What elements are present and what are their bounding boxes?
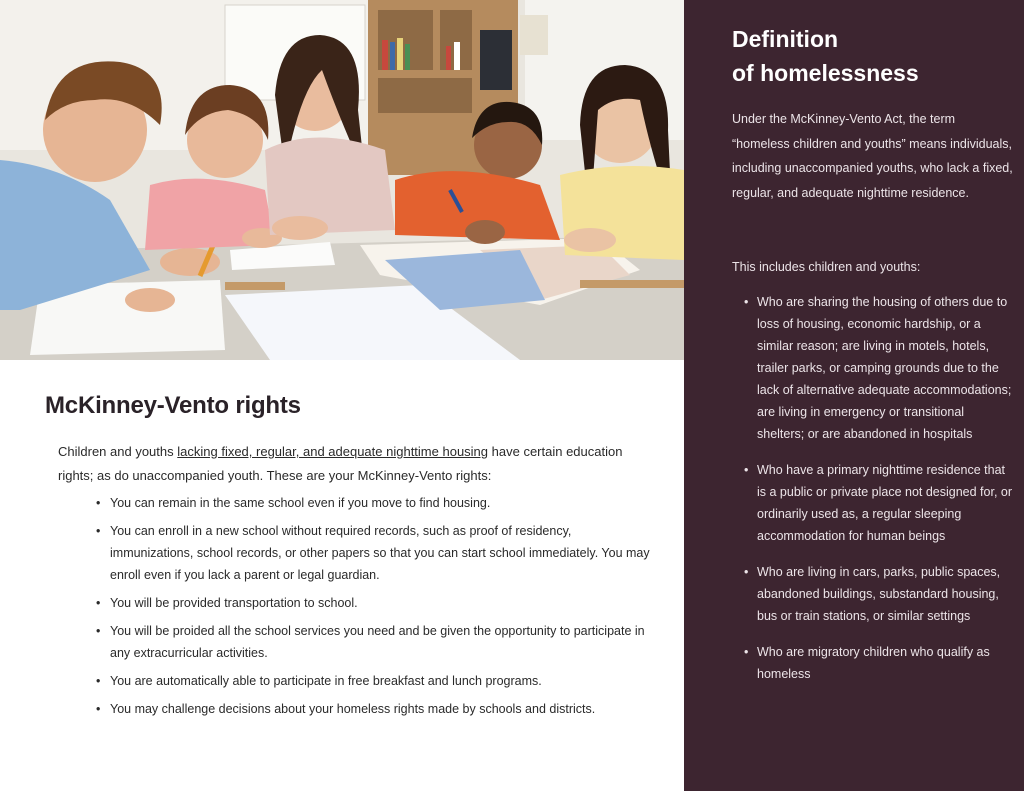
definition-item: • Who are living in cars, parks, public spaces, abandoned buildings, substandard housing, bus or train stations, or similar settings xyxy=(742,561,1014,627)
definition-text: Under the McKinney-Vento Act, the term “homeless children and youths” means individuals, including unaccompanied youths, who lack a fixed, regular, and adequate nighttime residence. xyxy=(732,112,1013,200)
rights-list xyxy=(94,492,654,726)
definition-title-line2: of homelessness xyxy=(732,60,919,86)
definition-title-line1: Definition xyxy=(732,26,839,52)
intro-start: Children and youths xyxy=(58,444,178,459)
classroom-illustration xyxy=(0,0,684,360)
definition-item: • Who have a primary nighttime residence that is a public or private place not designed for, or ordinarily used as, a regular sleeping accommodation for human beings xyxy=(742,459,1014,547)
rights-item: • You can remain in the same school even if you move to find housing. xyxy=(94,492,654,514)
intro-underlined: lacking fixed, regular, and adequate nighttime housing xyxy=(177,444,489,459)
rights-item: • You are automatically able to participate in free breakfast and lunch programs. xyxy=(94,670,654,692)
rights-intro xyxy=(58,440,658,488)
rights-item: • You will be proided all the school services you need and be given the opportunity to participate in any extracurricular activities. xyxy=(94,620,654,664)
classroom-photo xyxy=(0,0,684,360)
rights-item: • You will be provided transportation to school. xyxy=(94,592,654,614)
definition-item: • Who are sharing the housing of others due to loss of housing, economic hardship, or a similar reason; are living in motels, hotels, trailer parks, or camping grounds due to the lack of alternative adequate accommodations; are living in emergency or transitional shelters; or are abandoned in hospitals xyxy=(742,291,1014,445)
definition-panel xyxy=(684,0,1024,791)
intro-end: have certain education rights; as do unaccompanied youth. These are your McKinney-Vento rights: xyxy=(58,444,623,483)
rights-item: • You can enroll in a new school without required records, such as proof of residency, immunizations, school records, or other papers so that you can start school immediately. You may enroll even if you lack a parent or legal guardian. xyxy=(94,520,654,586)
includes-label: This includes children and youths: xyxy=(732,260,921,274)
definition-item: • Who are migratory children who qualify as homeless xyxy=(742,641,1014,685)
rights-item: • You may challenge decisions about your homeless rights made by schools and districts. xyxy=(94,698,654,720)
definition-list xyxy=(742,291,1014,699)
rights-title: McKinney-Vento rights xyxy=(45,392,301,419)
definition-title xyxy=(732,22,919,90)
